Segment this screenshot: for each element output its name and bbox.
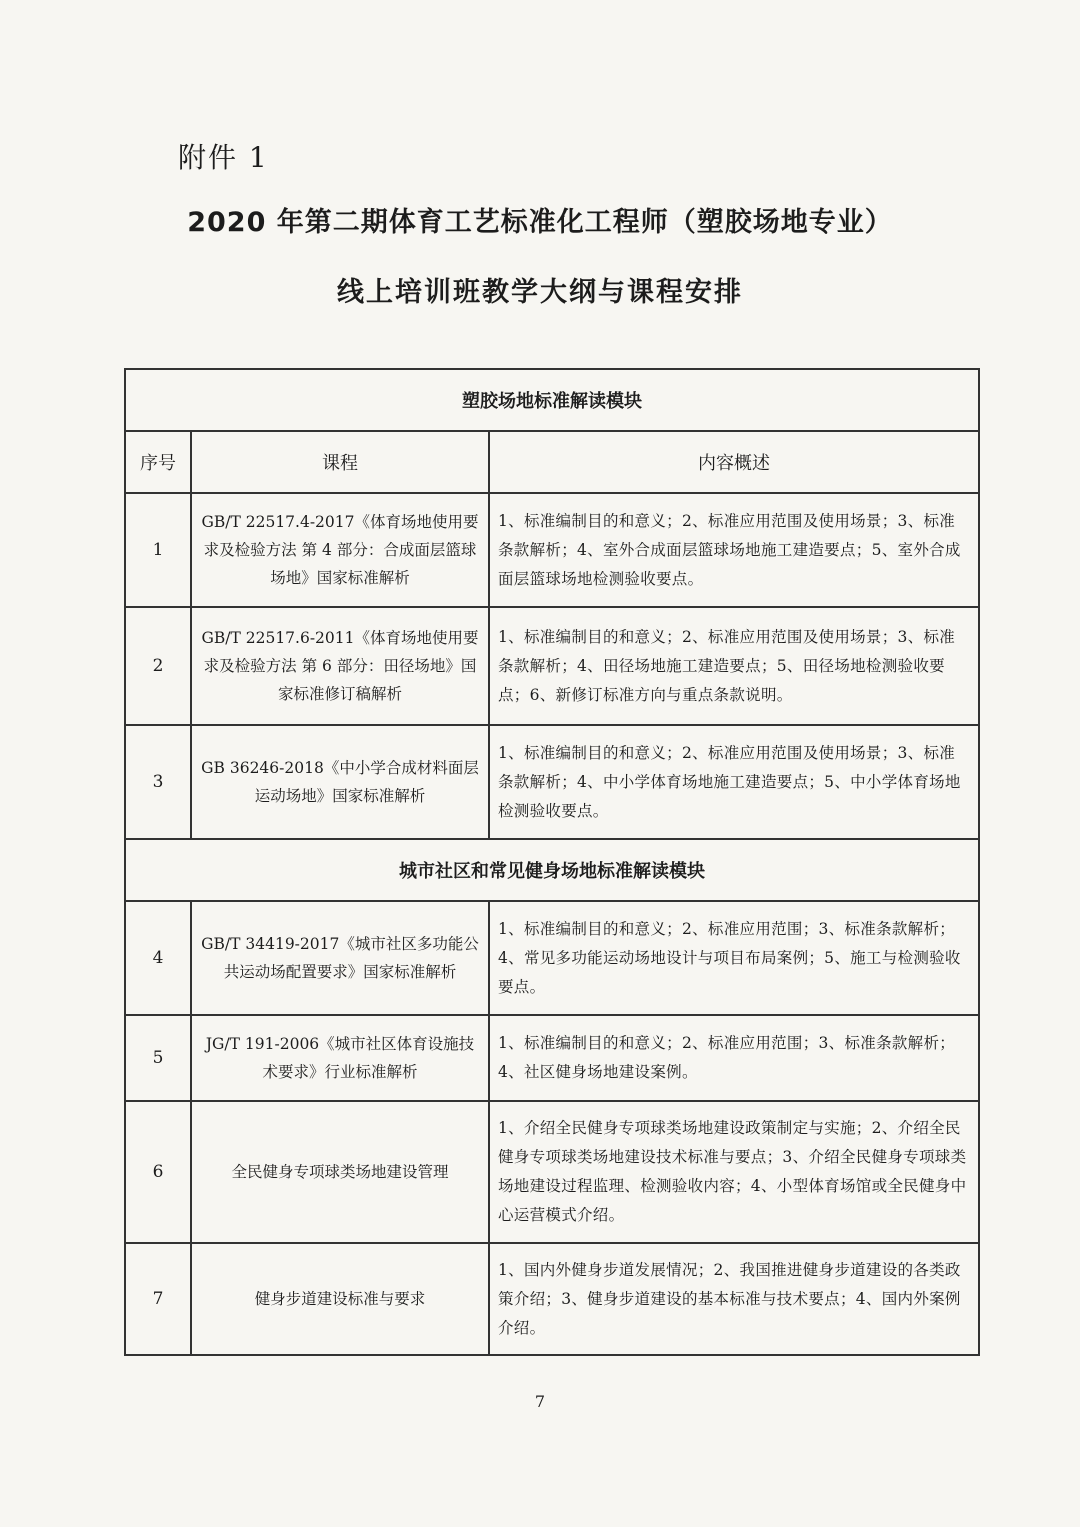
header-no: 序号 [125,431,191,493]
course-summary: 1、标准编制目的和意义；2、标准应用范围及使用场景；3、标准条款解析；4、田径场地施工建造要点；5、田径场地检测验收要点；6、新修订标准方向与重点条款说明。 [489,607,979,725]
header-course: 课程 [191,431,489,493]
course-name: GB 36246-2018《中小学合成材料面层运动场地》国家标准解析 [191,725,489,839]
row-number: 7 [125,1243,191,1355]
module-title-1: 塑胶场地标准解读模块 [125,369,979,431]
row-number: 6 [125,1101,191,1243]
course-name: GB/T 22517.6-2011《体育场地使用要求及检验方法 第 6 部分：田径场地》国家标准修订稿解析 [191,607,489,725]
module-row [125,839,979,901]
header-row [125,431,979,493]
course-summary: 1、介绍全民健身专项球类场地建设政策制定与实施；2、介绍全民健身专项球类场地建设技术标准与要点；3、介绍全民健身专项球类场地建设过程监理、检测验收内容；4、小型体育场馆或全民健身中心运营模式介绍。 [489,1101,979,1243]
row-number: 3 [125,725,191,839]
table-row [125,1243,979,1355]
row-number: 2 [125,607,191,725]
module-title-2: 城市社区和常见健身场地标准解读模块 [125,839,979,901]
row-number: 1 [125,493,191,607]
course-summary: 1、标准编制目的和意义；2、标准应用范围及使用场景；3、标准条款解析；4、中小学体育场地施工建造要点；5、中小学体育场地检测验收要点。 [489,725,979,839]
attachment-label: 附件 1 [178,141,269,174]
course-name: 全民健身专项球类场地建设管理 [191,1101,489,1243]
curriculum-table [124,368,980,1356]
document-title: 2020 年第二期体育工艺标准化工程师（塑胶场地专业） [187,207,893,238]
row-number: 5 [125,1015,191,1101]
table-row [125,901,979,1015]
table-row [125,493,979,607]
header-summary: 内容概述 [489,431,979,493]
table-row [125,1015,979,1101]
table-row [125,725,979,839]
course-name: GB/T 22517.4-2017《体育场地使用要求及检验方法 第 4 部分：合成面层篮球场地》国家标准解析 [191,493,489,607]
table-row [125,1101,979,1243]
course-summary: 1、标准编制目的和意义；2、标准应用范围；3、标准条款解析；4、社区健身场地建设案例。 [489,1015,979,1101]
module-row [125,369,979,431]
row-number: 4 [125,901,191,1015]
table-row [125,607,979,725]
course-name: GB/T 34419-2017《城市社区多功能公共运动场配置要求》国家标准解析 [191,901,489,1015]
page-number: 7 [534,1392,546,1411]
course-name: 健身步道建设标准与要求 [191,1243,489,1355]
course-summary: 1、国内外健身步道发展情况；2、我国推进健身步道建设的各类政策介绍；3、健身步道建设的基本标准与技术要点；4、国内外案例介绍。 [489,1243,979,1355]
course-name: JG/T 191-2006《城市社区体育设施技术要求》行业标准解析 [191,1015,489,1101]
document-subtitle: 线上培训班教学大纲与课程安排 [337,277,743,308]
course-summary: 1、标准编制目的和意义；2、标准应用范围；3、标准条款解析；4、常见多功能运动场地设计与项目布局案例；5、施工与检测验收要点。 [489,901,979,1015]
course-summary: 1、标准编制目的和意义；2、标准应用范围及使用场景；3、标准条款解析；4、室外合成面层篮球场地施工建造要点；5、室外合成面层篮球场地检测验收要点。 [489,493,979,607]
